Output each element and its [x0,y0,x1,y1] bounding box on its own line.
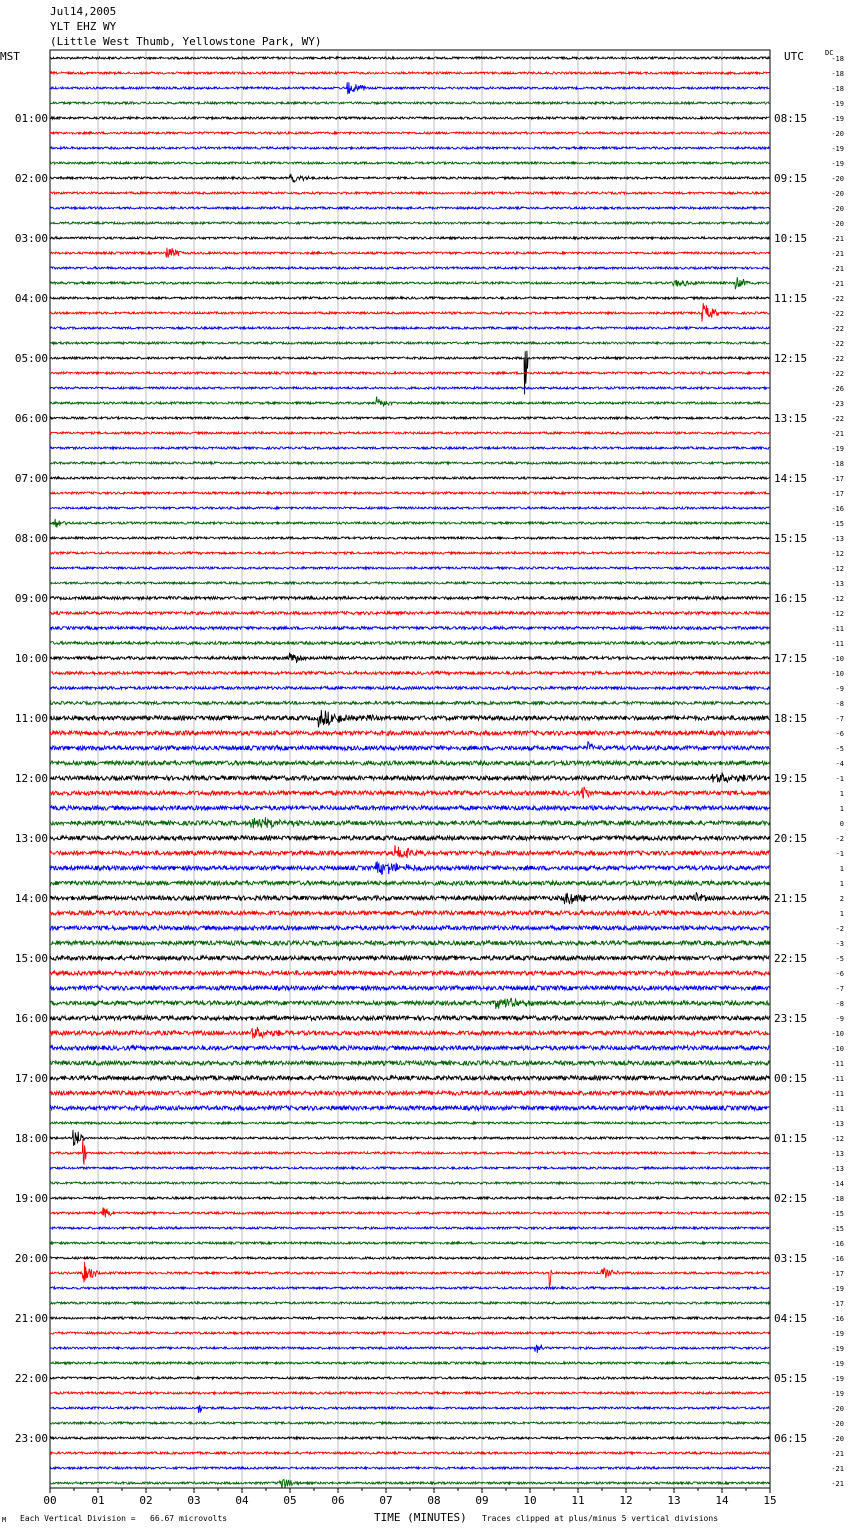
left-hour-label: 12:00 [14,772,48,785]
trace-row [50,892,769,904]
dc-offset-label: -13 [831,1120,844,1128]
left-hour-label: 09:00 [14,592,48,605]
dc-offset-label: -4 [835,760,844,768]
trace-row [50,162,769,164]
left-hour-label: 22:00 [14,1372,48,1385]
dc-offset-label: -17 [831,1270,844,1278]
dc-offset-label: -16 [831,505,844,513]
dc-offset-label: -21 [831,1465,844,1473]
x-axis-title: TIME (MINUTES) [374,1511,467,1524]
dc-offset-label: -21 [831,1450,844,1458]
dc-offset-label: -12 [831,595,844,603]
x-tick-label: 05 [283,1494,297,1507]
trace-row [50,277,769,289]
dc-offset-label: -11 [831,625,844,633]
dc-offset-label: -21 [831,250,844,258]
trace-row [50,1422,769,1424]
dc-offset-label: -19 [831,160,844,168]
left-hour-label: 02:00 [14,172,48,185]
trace-row [50,597,769,600]
trace-row [50,787,769,798]
right-hour-label: 18:15 [774,712,808,725]
scale-note: Each Vertical Division = 66.67 microvolts [20,1514,228,1523]
dc-offset-label: -22 [831,325,844,333]
trace-row [50,297,769,299]
dc-offset-label: -20 [831,205,844,213]
dc-offset-label: -13 [831,535,844,543]
dc-offset-label: -13 [831,580,844,588]
left-hour-label: 14:00 [14,892,48,905]
trace-row [50,492,769,494]
corner-mark: M [2,1516,7,1524]
dc-offset-label: -16 [831,1240,844,1248]
right-hour-label: 22:15 [774,952,808,965]
dc-offset-label: -22 [831,355,844,363]
dc-offset-label: -10 [831,670,844,678]
left-hour-label: 07:00 [14,472,48,485]
dc-offset-label: -20 [831,130,844,138]
trace-row [50,1227,769,1229]
x-tick-label: 15 [763,1494,777,1507]
right-hour-label: 08:15 [774,112,808,125]
trace-row [50,845,769,858]
trace-row [50,57,769,59]
dc-offset-label: -18 [831,70,844,78]
trace-row [50,1182,769,1184]
dc-offset-label: -20 [831,175,844,183]
left-hour-label: 15:00 [14,952,48,965]
x-tick-label: 06 [331,1494,345,1507]
dc-offset-label: -12 [831,565,844,573]
trace-row [50,147,769,149]
dc-offset-label: -11 [831,1060,844,1068]
dc-offset-label: -12 [831,610,844,618]
trace-row [50,627,769,630]
trace-row [50,1362,769,1364]
right-hour-label: 17:15 [774,652,808,665]
trace-row [50,1027,769,1039]
dc-offset-label: -3 [835,940,844,948]
left-hour-label: 01:00 [14,112,48,125]
dc-offset-label: -13 [831,1150,844,1158]
dc-offset-label: -17 [831,475,844,483]
dc-offset-label: -23 [831,400,844,408]
right-hour-label: 13:15 [774,412,808,425]
dc-offset-label: -18 [831,55,844,63]
trace-row [50,1262,769,1288]
trace-row [50,742,769,750]
dc-offset-label: -20 [831,190,844,198]
left-timezone-label: MST [0,50,20,63]
dc-offset-label: -15 [831,1225,844,1233]
trace-row [50,687,769,690]
dc-offset-label: -18 [831,85,844,93]
trace-row [50,342,769,344]
right-hour-label: 09:15 [774,172,808,185]
dc-offset-label: 2 [839,895,844,903]
trace-row [50,1130,769,1146]
dc-offset-label: -6 [835,730,844,738]
x-tick-label: 14 [715,1494,729,1507]
right-hour-label: 01:15 [774,1132,808,1145]
dc-offset-label: -12 [831,1135,844,1143]
x-tick-label: 04 [235,1494,249,1507]
trace-row [50,248,769,258]
dc-label: DC [825,49,834,57]
dc-offset-label: 1 [839,790,844,798]
trace-row [50,462,769,464]
dc-offset-label: -20 [831,1420,844,1428]
left-hour-label: 20:00 [14,1252,48,1265]
dc-offset-label: -17 [831,490,844,498]
trace-row [50,1392,769,1394]
trace-row [50,653,769,663]
trace-row [50,582,769,584]
dc-offset-label: -22 [831,310,844,318]
right-hour-label: 00:15 [774,1072,808,1085]
left-hour-label: 17:00 [14,1072,48,1085]
dc-offset-label: -19 [831,1390,844,1398]
x-tick-label: 08 [427,1494,441,1507]
dc-offset-label: -21 [831,1480,844,1488]
trace-row [50,207,769,209]
left-hour-label: 11:00 [14,712,48,725]
trace-row [50,731,769,735]
trace-row [50,397,769,407]
dc-offset-label: -18 [831,1195,844,1203]
trace-row [50,519,769,528]
dc-offset-label: -5 [835,955,844,963]
trace-row [50,372,769,374]
header-station: YLT EHZ WY [50,20,117,33]
dc-offset-label: 0 [839,820,844,828]
dc-offset-label: -11 [831,1075,844,1083]
dc-offset-label: -19 [831,1345,844,1353]
dc-offset-label: -20 [831,1405,844,1413]
dc-offset-label: -22 [831,340,844,348]
dc-offset-label: -9 [835,1015,844,1023]
trace-row [50,267,769,269]
left-hour-label: 08:00 [14,532,48,545]
left-hour-label: 10:00 [14,652,48,665]
left-hour-label: 23:00 [14,1432,48,1445]
dc-offset-label: -10 [831,1045,844,1053]
left-hour-label: 21:00 [14,1312,48,1325]
header-date: Jul14,2005 [50,5,117,18]
dc-offset-label: -22 [831,370,844,378]
trace-row [50,132,769,134]
trace-row [50,192,769,194]
trace-row [50,477,769,479]
right-hour-label: 12:15 [774,352,808,365]
dc-offset-label: -19 [831,1330,844,1338]
dc-offset-label: -10 [831,655,844,663]
dc-offset-label: -21 [831,430,844,438]
x-tick-label: 07 [379,1494,393,1507]
x-tick-label: 09 [475,1494,489,1507]
dc-offset-label: -19 [831,445,844,453]
trace-row [50,117,769,119]
right-hour-label: 11:15 [774,292,808,305]
trace-row [50,222,769,224]
trace-row [50,911,769,915]
right-hour-label: 14:15 [774,472,808,485]
right-timezone-label: UTC [784,50,804,63]
dc-offset-label: -15 [831,1210,844,1218]
dc-offset-label: -1 [835,775,844,783]
trace-row [50,1139,769,1165]
trace-row [50,998,769,1009]
left-hour-label: 19:00 [14,1192,48,1205]
x-tick-label: 12 [619,1494,633,1507]
dc-offset-label: -26 [831,385,844,393]
right-hour-label: 20:15 [774,832,808,845]
trace-row [50,432,769,434]
trace-row [50,1302,769,1304]
trace-row [50,761,769,765]
x-tick-label: 10 [523,1494,537,1507]
dc-offset-label: -18 [831,460,844,468]
dc-offset-label: -22 [831,415,844,423]
dc-offset-label: 1 [839,880,844,888]
trace-row [50,1016,769,1020]
trace-row [50,956,769,960]
left-hour-label: 13:00 [14,832,48,845]
trace-row [50,387,769,389]
dc-offset-label: -6 [835,970,844,978]
left-hour-label: 04:00 [14,292,48,305]
x-tick-label: 02 [139,1494,153,1507]
trace-row [50,1046,769,1050]
trace-row [50,1479,769,1487]
dc-offset-label: -7 [835,715,844,723]
trace-row [50,881,769,885]
trace-row [50,806,769,810]
x-tick-label: 11 [571,1494,585,1507]
right-hour-label: 23:15 [774,1012,808,1025]
dc-offset-label: 1 [839,910,844,918]
right-hour-label: 05:15 [774,1372,808,1385]
trace-row [50,836,769,840]
dc-offset-label: -11 [831,1105,844,1113]
dc-offset-label: -21 [831,280,844,288]
header-location: (Little West Thumb, Yellowstone Park, WY) [50,35,322,48]
dc-offset-label: 1 [839,865,844,873]
trace-row [50,1167,769,1169]
trace-row [50,1332,769,1334]
right-hour-label: 16:15 [774,592,808,605]
trace-row [50,447,769,449]
dc-offset-label: -2 [835,835,844,843]
trace-row [50,417,769,419]
trace-row [50,773,769,783]
trace-row [50,986,769,990]
dc-offset-label: -7 [835,985,844,993]
trace-row [50,1452,769,1454]
dc-offset-label: 1 [839,805,844,813]
trace-row [50,552,769,554]
dc-offset-label: -19 [831,115,844,123]
trace-row [50,82,769,93]
dc-offset-label: -16 [831,1315,844,1323]
trace-row [50,1345,769,1353]
dc-offset-label: -17 [831,1300,844,1308]
dc-offset-label: -1 [835,850,844,858]
left-hour-label: 16:00 [14,1012,48,1025]
x-tick-label: 13 [667,1494,681,1507]
dc-offset-label: -21 [831,235,844,243]
trace-row [50,567,769,569]
trace-row [50,1197,769,1199]
trace-row [50,1091,769,1095]
trace-row [50,612,769,615]
dc-offset-label: -19 [831,100,844,108]
dc-offset-label: -19 [831,1360,844,1368]
right-hour-label: 06:15 [774,1432,808,1445]
clip-note: Traces clipped at plus/minus 5 vertical divisions [482,1514,719,1523]
x-tick-label: 00 [43,1494,57,1507]
dc-offset-label: -9 [835,685,844,693]
dc-offset-label: -12 [831,550,844,558]
trace-row [50,537,769,539]
trace-row [50,237,769,239]
dc-offset-label: -19 [831,1285,844,1293]
trace-row [50,1317,769,1319]
dc-offset-label: -13 [831,1165,844,1173]
trace-row [50,1061,769,1065]
trace-row [50,327,769,329]
dc-offset-label: -10 [831,1030,844,1038]
dc-offset-label: -2 [835,925,844,933]
dc-offset-label: -15 [831,520,844,528]
dc-offset-label: -22 [831,295,844,303]
trace-row [50,1106,769,1110]
dc-offset-label: -11 [831,1090,844,1098]
left-hour-label: 06:00 [14,412,48,425]
trace-row [50,672,769,675]
trace-row [50,642,769,645]
trace-row [50,303,769,322]
trace-row [50,1122,769,1124]
x-tick-label: 03 [187,1494,201,1507]
trace-row [50,971,769,975]
left-hour-label: 03:00 [14,232,48,245]
trace-row [50,1076,769,1080]
dc-offset-label: -21 [831,265,844,273]
x-tick-label: 01 [91,1494,105,1507]
trace-row [50,710,769,728]
dc-offset-label: -8 [835,700,844,708]
trace-row [50,102,769,104]
dc-offset-label: -14 [831,1180,844,1188]
trace-row [50,1257,769,1259]
trace-row [50,1467,769,1469]
trace-row [50,941,769,945]
trace-row [50,1287,769,1289]
right-hour-label: 15:15 [774,532,808,545]
dc-offset-label: -20 [831,220,844,228]
left-hour-label: 18:00 [14,1132,48,1145]
trace-row [50,1208,769,1218]
trace-row [50,702,769,705]
right-hour-label: 10:15 [774,232,808,245]
trace-row [50,1437,769,1439]
right-hour-label: 19:15 [774,772,808,785]
trace-row [50,507,769,509]
trace-row [50,926,769,930]
right-hour-label: 02:15 [774,1192,808,1205]
trace-row [50,174,769,182]
trace-row [50,817,769,828]
right-hour-label: 03:15 [774,1252,808,1265]
trace-row [50,1242,769,1244]
trace-row [50,1377,769,1379]
dc-offset-label: -20 [831,1435,844,1443]
dc-offset-label: -19 [831,145,844,153]
dc-offset-label: -19 [831,1375,844,1383]
trace-row [50,72,769,74]
left-hour-label: 05:00 [14,352,48,365]
trace-row [50,861,769,874]
right-hour-label: 21:15 [774,892,808,905]
dc-offset-label: -5 [835,745,844,753]
dc-offset-label: -8 [835,1000,844,1008]
dc-offset-label: -16 [831,1255,844,1263]
dc-offset-label: -11 [831,640,844,648]
trace-row [50,1405,769,1413]
right-hour-label: 04:15 [774,1312,808,1325]
